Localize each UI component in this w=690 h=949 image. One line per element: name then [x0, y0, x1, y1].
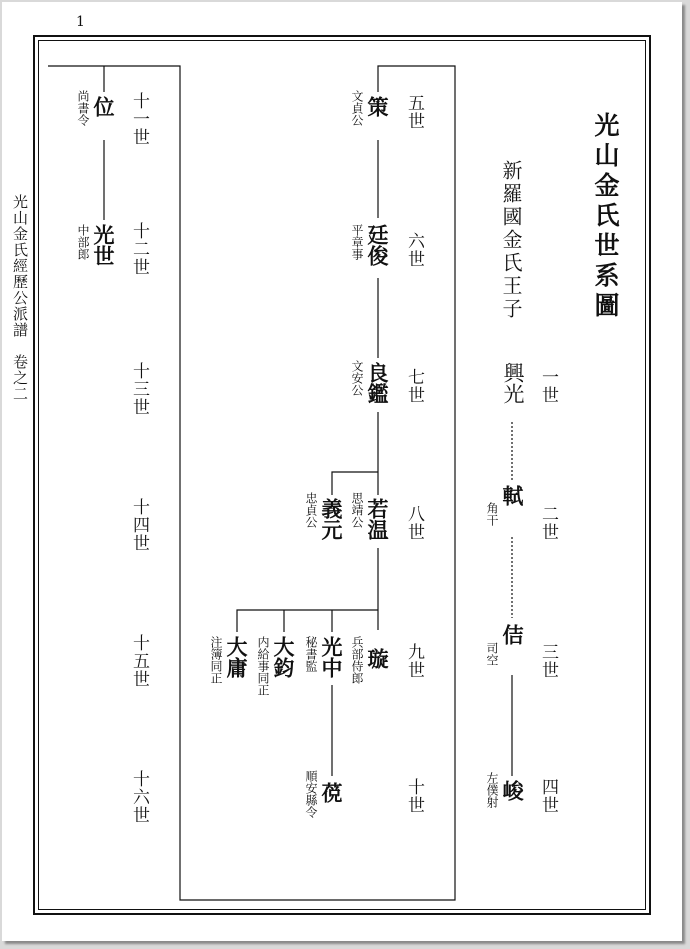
generation-label: 十一世	[129, 92, 149, 146]
origin-label: 新羅國金氏王子	[499, 160, 523, 321]
person-title: 中部郎	[76, 224, 90, 260]
person-name: 峻	[500, 780, 525, 801]
person-title: 司空	[485, 642, 499, 666]
generation-label: 五世	[404, 94, 424, 130]
generation-label: 十二世	[129, 222, 149, 276]
generation-label: 三世	[538, 643, 558, 679]
generation-label: 十三世	[129, 362, 149, 416]
person-name: 䓲	[319, 782, 344, 803]
person-name: 璇	[365, 648, 390, 669]
person-title: 思靖公	[350, 492, 364, 528]
person-name: 義元	[319, 498, 344, 540]
person-title: 兵部侍郎	[350, 636, 364, 684]
link-seon-sons	[237, 610, 378, 632]
person-name: 策	[365, 96, 390, 117]
side-title: 光山金氏經歷公派譜 卷之二	[11, 194, 29, 402]
person-name: 光中	[319, 636, 344, 678]
person-name: 大庸	[224, 636, 249, 678]
person-title: 内給事同正	[256, 636, 270, 696]
person-name: 廷俊	[365, 224, 390, 266]
person-title: 尚書令	[76, 90, 90, 126]
person-name: 若温	[365, 498, 390, 540]
person-name: 良鑑	[365, 362, 390, 404]
generation-label: 十四世	[129, 498, 149, 552]
person-title: 文安公	[350, 360, 364, 396]
person-name: 興光	[501, 362, 525, 404]
person-title: 注簿同正	[209, 636, 223, 684]
person-title: 秘書監	[304, 636, 318, 672]
person-name: 軾	[500, 485, 525, 506]
generation-label: 十五世	[129, 634, 149, 688]
person-title: 角干	[485, 502, 499, 526]
person-name: 光世	[91, 224, 116, 266]
person-title: 左僕射	[485, 772, 499, 808]
person-name: 大鈞	[271, 636, 296, 678]
person-title: 順安縣令	[304, 770, 318, 818]
person-title: 忠貞公	[304, 492, 318, 528]
person-title: 文貞公	[350, 90, 364, 126]
column-divider-left	[48, 66, 455, 900]
generation-label: 四世	[538, 778, 558, 814]
generation-label: 十六世	[129, 770, 149, 824]
person-name: 佶	[500, 624, 525, 645]
person-name: 位	[91, 96, 116, 117]
generation-label: 六世	[404, 232, 424, 268]
generation-label: 一世	[538, 368, 558, 404]
generation-label: 八世	[404, 505, 424, 541]
page-number: 1	[76, 14, 85, 30]
generation-label: 十世	[404, 778, 424, 814]
generation-label: 九世	[404, 643, 424, 679]
generation-label: 二世	[538, 505, 558, 541]
person-title: 平章事	[350, 224, 364, 260]
document-title: 光山金氏世系圖	[591, 112, 620, 322]
generation-label: 七世	[404, 368, 424, 404]
